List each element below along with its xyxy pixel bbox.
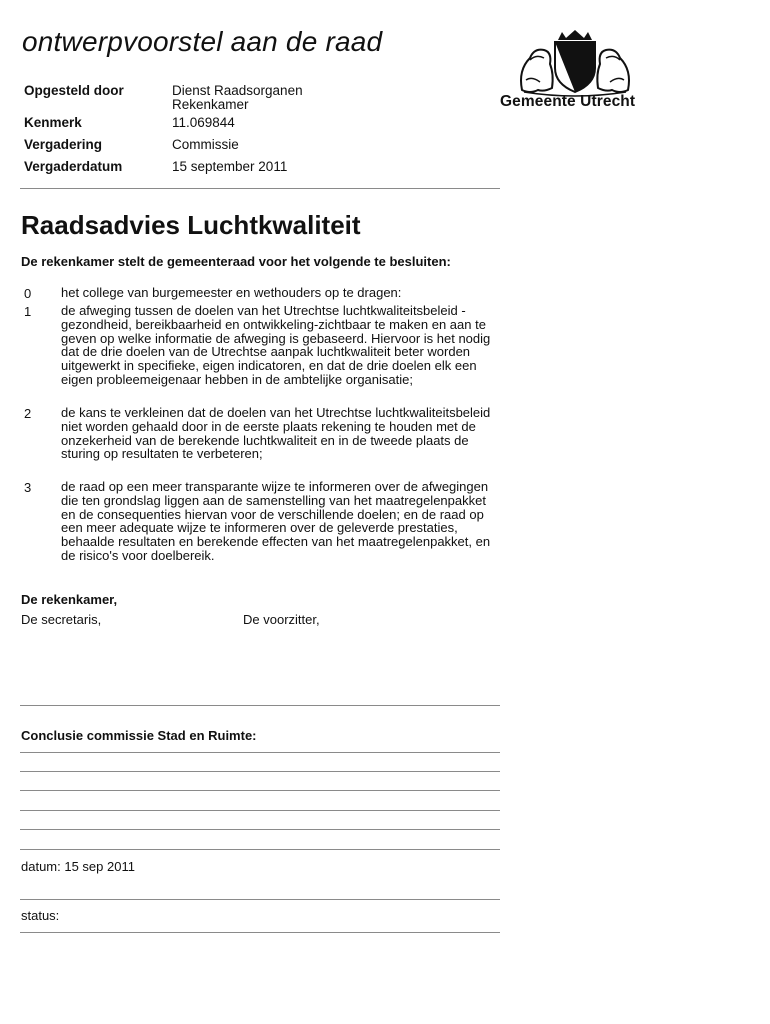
secretary-label: De secretaris, [21, 612, 102, 627]
header-divider [20, 188, 500, 189]
status-label: status: [21, 908, 60, 923]
chair-label: De voorzitter, [243, 612, 320, 627]
conclusion-line [20, 790, 500, 791]
signature-heading: De rekenkamer, [21, 592, 118, 607]
item-number: 1 [24, 304, 32, 319]
conclusion-line [20, 752, 500, 753]
item-text: het college van burgemeester en wethouders op te dragen: [61, 285, 402, 300]
status-divider [20, 932, 500, 933]
meta-label-opgesteld-door: Opgesteld door [24, 83, 124, 98]
meta-value-opgesteld-door [172, 84, 303, 112]
document-type-heading: ontwerpvoorstel aan de raad [22, 26, 383, 57]
item-number: 3 [24, 480, 32, 495]
item-text: de afweging tussen de doelen van het Utrechtse luchtkwaliteitsbeleid -gezondheid, bereikbaarheid en ontwikkeling-zichtbaar te maken en aan te geven op welke informatie de afweging is gebaseerd. Hiervoor is het nodig dat de drie doelen van de Utrechtse aanpak luchtkwaliteit beter worden uitgewerkt in specifieke, eigen indicatoren, en dat de drie doelen elk een eigen probleemeigenaar hebben in de ambtelijke organisatie; [61, 303, 491, 387]
conclusion-line [20, 849, 500, 850]
item-number: 0 [24, 286, 32, 301]
meta-value-vergaderdatum: 15 september 2011 [172, 159, 288, 174]
item-number: 2 [24, 406, 32, 421]
signature-divider [20, 705, 500, 706]
meta-label-vergadering: Vergadering [24, 137, 103, 152]
meta-value-vergadering: Commissie [172, 137, 239, 152]
meta-value-kenmerk: 11.069844 [172, 115, 235, 130]
meta-value-line-2: Rekenkamer [172, 97, 249, 112]
meta-label-kenmerk: Kenmerk [24, 115, 82, 130]
conclusion-heading: Conclusie commissie Stad en Ruimte: [21, 728, 257, 743]
conclusion-line [20, 810, 500, 811]
page-title: Raadsadvies Luchtkwaliteit [21, 210, 361, 240]
logo-wordmark: Gemeente Utrecht [500, 93, 636, 110]
meta-label-vergaderdatum: Vergaderdatum [24, 159, 123, 174]
item-text: de raad op een meer transparante wijze te informeren over de afwegingen die ten grondslag liggen aan de samenstelling van het maatregelenpakket en de consequenties hiervan voor de verschillende doelen; en de raad op een meer adequate wijze te informeren over de geleverde prestaties, behaalde resultaten en berekende effecten van het maatregelenpakket, en de risico's voor doelbereik. [61, 479, 491, 563]
date-divider [20, 899, 500, 900]
item-text: de kans te verkleinen dat de doelen van het Utrechtse luchtkwaliteitsbeleid niet worden gehaald door in de eerste plaats rekening te houden met de onzekerheid van de berekende luchtkwaliteit en in de tweede plaats de sturing op resultaten te verbeteren; [61, 405, 491, 462]
meta-value-line-1: Dienst Raadsorganen [172, 83, 303, 98]
intro-text: De rekenkamer stelt de gemeenteraad voor het volgende te besluiten: [21, 254, 451, 269]
conclusion-line [20, 771, 500, 772]
conclusion-line [20, 829, 500, 830]
date-text: datum: 15 sep 2011 [21, 859, 135, 874]
